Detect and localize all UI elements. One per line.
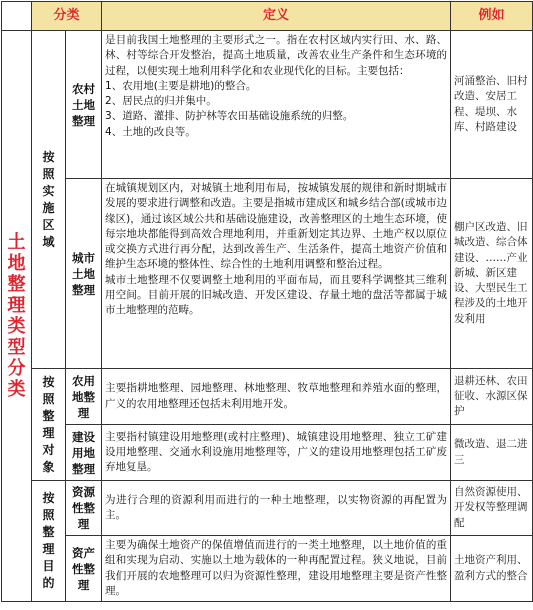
subcategory-cell: 资源性整理 [66,481,102,536]
header-stub [2,2,32,31]
group-label-cell [32,369,66,481]
example-cell: 自然资源使用、开发权等整理调配 [451,481,533,536]
example-cell: 河涌整治、旧村改造、安居工程、堤坝、水库、村路建设 [451,31,533,179]
main-category-label: 土地整理类型分类 [7,232,26,401]
example-cell: 微改造、退二进三 [451,425,533,481]
group-label: 按照整理目的 [42,491,55,591]
definition-cell: 主要指耕地整理、园地整理、林地整理、牧草地整理和养殖水面的整理，广义的农用地整理还包括未利用地开发。 [102,369,451,425]
group-label: 按照实施区域 [42,149,55,249]
definition-cell: 是目前我国土地整理的主要形式之一。指在农村区域内实行田、水、路、林、村等综合开发整治，提高土地质量，改善农业生产条件和生态环境的过程，以便实现土地利用科学化和农业现代化的目标。主要包括： 1、农用地(主要是耕地)的整合。 2、居民点的归并集中。 3、道路、灌排、防护林等农田基础设施系统的归整。 4、土地的改良等。 [102,31,451,179]
subcategory-cell: 农用地整理 [66,369,102,425]
example-cell: 土地资产利用、盈利方式的整合 [451,536,533,602]
subcategory-cell: 资产性整理 [66,536,102,602]
table-row [2,31,533,179]
subcategory-cell: 城市土地整理 [66,179,102,369]
group-label-cell [32,31,66,369]
table-row [2,481,533,536]
land-consolidation-table [1,1,533,602]
definition-cell: 主要为确保土地资产的保值增值而进行的一类土地整理，以土地价值的重组和实现为启动、实施以土地为载体的一种再配置过程。狭义地说，目前我们开展的农地整理可以归为资源性整理，建设用地整理主要是资产性整理。 [102,536,451,602]
main-category-cell [2,31,32,602]
example-cell: 棚户区改造、旧城改造、综合体建设、……产业新城、新区建设、大型民生工程涉及的土地开发利用 [451,179,533,369]
group-label: 按照整理对象 [42,374,55,474]
table-row [2,425,533,481]
table-header-row [2,2,533,31]
table-row [2,369,533,425]
definition-cell: 主要指村镇建设用地整理(或村庄整理)、城镇建设用地整理、独立工矿建设用地整理、交通水利设施用地整理等，广义的建设用地整理包括工矿废弃地复垦。 [102,425,451,481]
table-row [2,179,533,369]
definition-cell: 在城镇规划区内，对城镇土地利用布局，按城镇发展的规律和新时期城市发展的要求进行调整和改造。主要是指城市建成区和城乡结合部(或城市边缘区)，通过该区域公共和基础设施建设，改善整理区的土地生态环境，使每宗地块都能得到高效合理地利用，并重新划定其边界、土地产权以原位或交换方式进行再分配，达到改善生产、生活条件，提高土地资产价值和维护生态环境的整体性、综合性的土地利用调整和整治过程。 城市土地整理不仅要调整土地利用的平面布局，而且要科学调整其三维利用空间。目前开展的旧城改造、开发区建设、存量土地的盘活等都属于城市土地整理的范畴。 [102,179,451,369]
header-category: 分类 [32,2,102,31]
subcategory-cell: 农村土地整理 [66,31,102,179]
group-label-cell [32,481,66,602]
example-cell: 退耕还林、农田征收、水源区保护 [451,369,533,425]
header-example: 例如 [451,2,533,31]
subcategory-cell: 建设用地整理 [66,425,102,481]
definition-cell: 为进行合理的资源利用而进行的一种土地整理，以实物资源的再配置为主。 [102,481,451,536]
table-row [2,536,533,602]
header-definition: 定义 [102,2,451,31]
